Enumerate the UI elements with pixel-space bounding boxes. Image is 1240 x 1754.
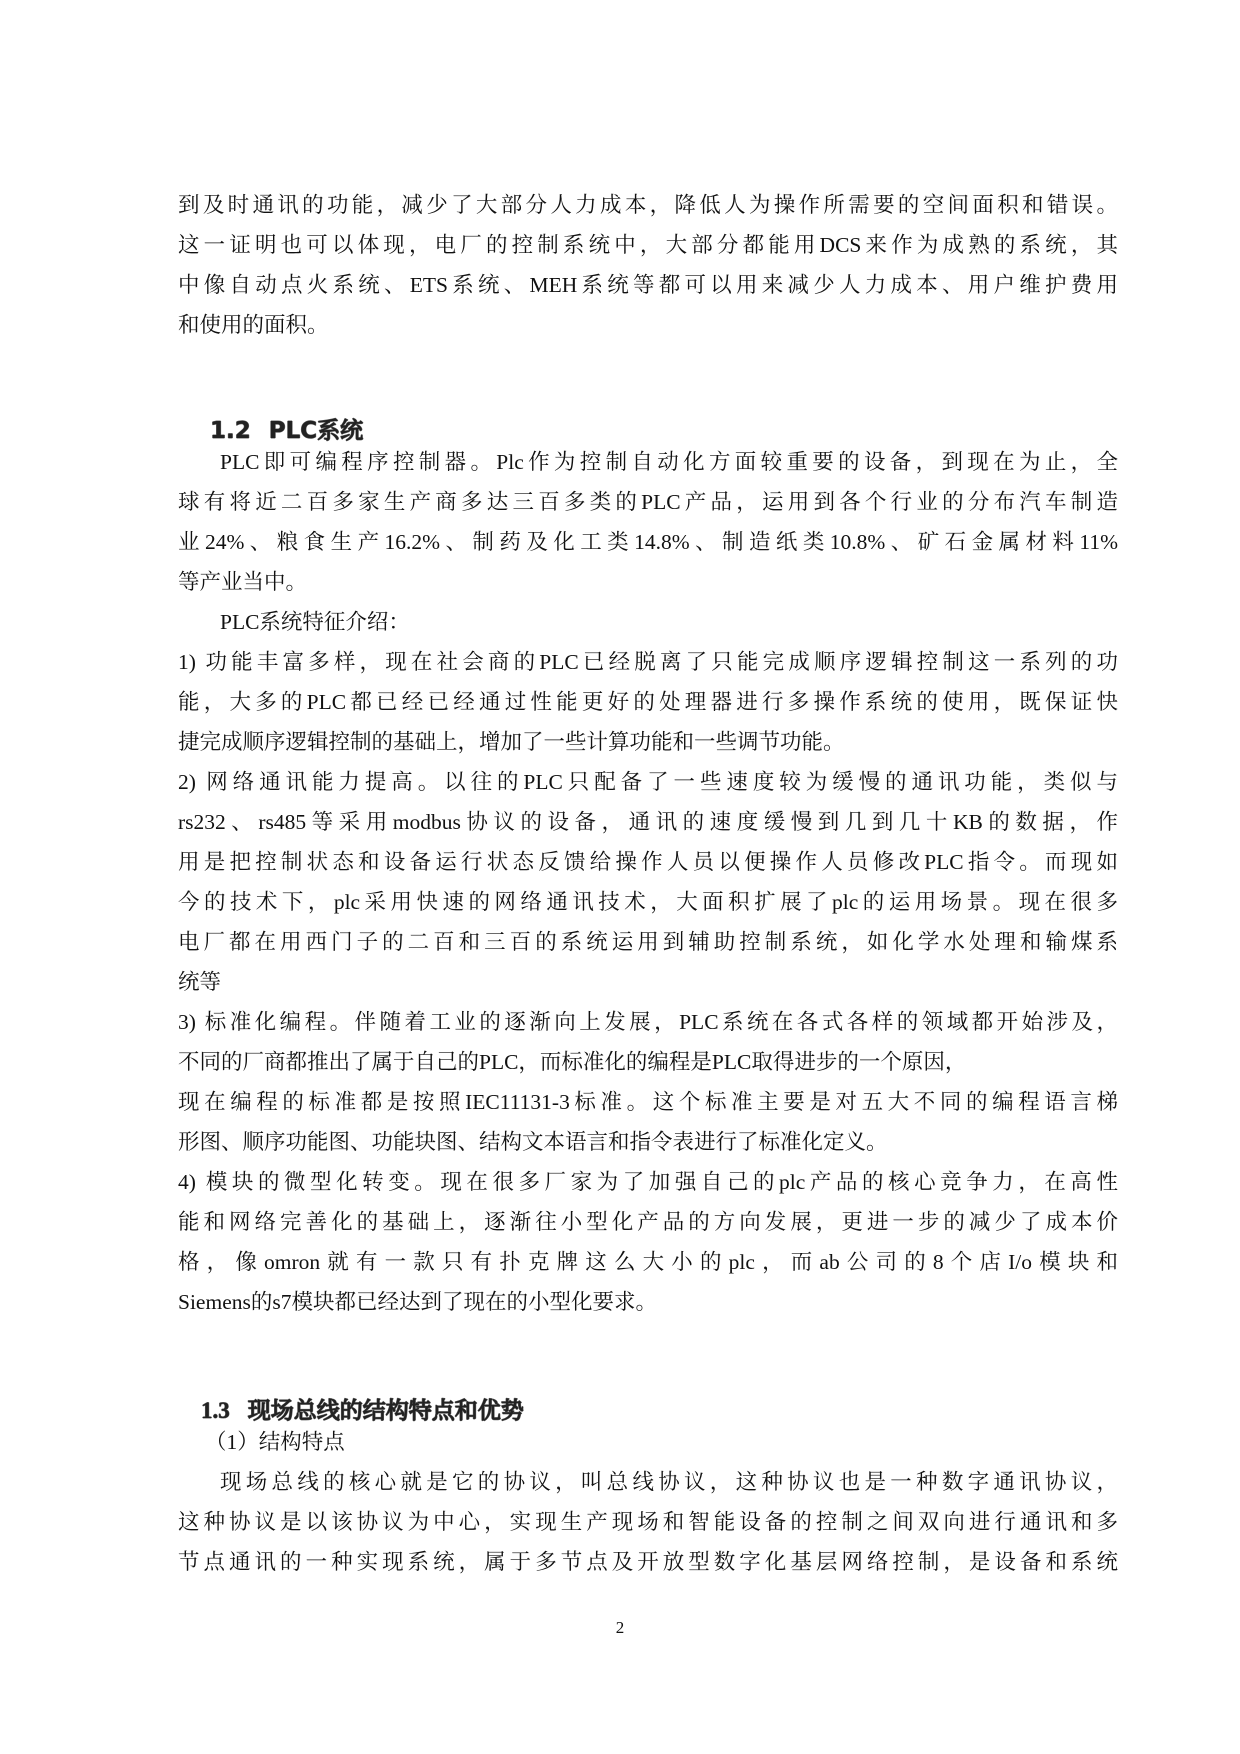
text-line: 4) 模块的微型化转变。现在很多厂家为了加强自己的plc产品的核心竞争力，在高性 [178,1170,1118,1194]
section-number: 1.2 [210,418,251,444]
text-line: 不同的厂商都推出了属于自己的PLC，而标准化的编程是PLC取得进步的一个原因， [178,1050,967,1074]
text-line: rs232、rs485等采用modbus协议的设备，通讯的速度缓慢到几到几十KB的数据，作 [178,810,1118,834]
text-line: 这种协议是以该协议为中心，实现生产现场和智能设备的控制之间双向进行通讯和多 [178,1510,1118,1534]
section-title: 现场总线的结构特点和优势 [247,1398,524,1423]
text-line: 中像自动点火系统、ETS系统、MEH系统等都可以用来减少人力成本、用户维护费用 [178,273,1118,297]
text-line: 球有将近二百多家生产商多达三百多类的PLC产品，运用到各个行业的分布汽车制造 [178,490,1118,514]
text-line: PLC即可编程序控制器。Plc作为控制自动化方面较重要的设备，到现在为止，全 [220,450,1118,474]
text-line: 现在编程的标准都是按照IEC11131-3标准。这个标准主要是对五大不同的编程语言梯 [178,1090,1118,1114]
features-intro: PLC系统特征介绍： [220,610,410,634]
text-line: 2) 网络通讯能力提高。以往的PLC只配备了一些速度较为缓慢的通讯功能，类似与 [178,770,1118,794]
text-line: 捷完成顺序逻辑控制的基础上，增加了一些计算功能和一些调节功能。 [178,730,845,754]
section-number: 1.3 [201,1398,230,1423]
text-line: 能，大多的PLC都已经已经通过性能更好的处理器进行多操作系统的使用，既保证快 [178,690,1118,714]
text-line: 现场总线的核心就是它的协议，叫总线协议，这种协议也是一种数字通讯协议， [220,1470,1118,1494]
text-line: 1) 功能丰富多样，现在社会商的PLC已经脱离了只能完成顺序逻辑控制这一系列的功 [178,650,1118,674]
text-line: 到及时通讯的功能，减少了大部分人力成本，降低人为操作所需要的空间面积和错误。 [178,193,1118,217]
text-line: 这一证明也可以体现，电厂的控制系统中，大部分都能用DCS来作为成熟的系统，其 [178,233,1118,257]
text-line: 业24%、粮食生产16.2%、制药及化工类14.8%、制造纸类10.8%、矿石金属材料11% [178,530,1118,554]
text-line: 格，像omron就有一款只有扑克牌这么大小的plc，而ab公司的8个店I/o模块和 [178,1250,1118,1274]
text-line: Siemens的s7模块都已经达到了现在的小型化要求。 [178,1290,657,1314]
text-line: 用是把控制状态和设备运行状态反馈给操作人员以便操作人员修改PLC指令。而现如 [178,850,1118,874]
text-line: 能和网络完善化的基础上，逐渐往小型化产品的方向发展，更进一步的减少了成本价 [178,1210,1118,1234]
text-line: 统等 [178,970,222,994]
text-line: 节点通讯的一种实现系统，属于多节点及开放型数字化基层网络控制，是设备和系统 [178,1550,1118,1574]
text-line: 今的技术下，plc采用快速的网络通讯技术，大面积扩展了plc的运用场景。现在很多 [178,890,1118,914]
text-line: 3) 标准化编程。伴随着工业的逐渐向上发展，PLC系统在各式各样的领域都开始涉及， [178,1010,1118,1034]
text-line: 和使用的面积。 [178,313,329,337]
text-line: 形图、顺序功能图、功能块图、结构文本语言和指令表进行了标准化定义。 [178,1130,888,1154]
page-number: 2 [615,1618,625,1637]
subsection-label: （1）结构特点 [205,1430,345,1454]
section-title: PLC系统 [268,418,364,444]
text-line: 电厂都在用西门子的二百和三百的系统运用到辅助控制系统，如化学水处理和输煤系 [178,930,1118,954]
text-line: 等产业当中。 [178,570,308,594]
